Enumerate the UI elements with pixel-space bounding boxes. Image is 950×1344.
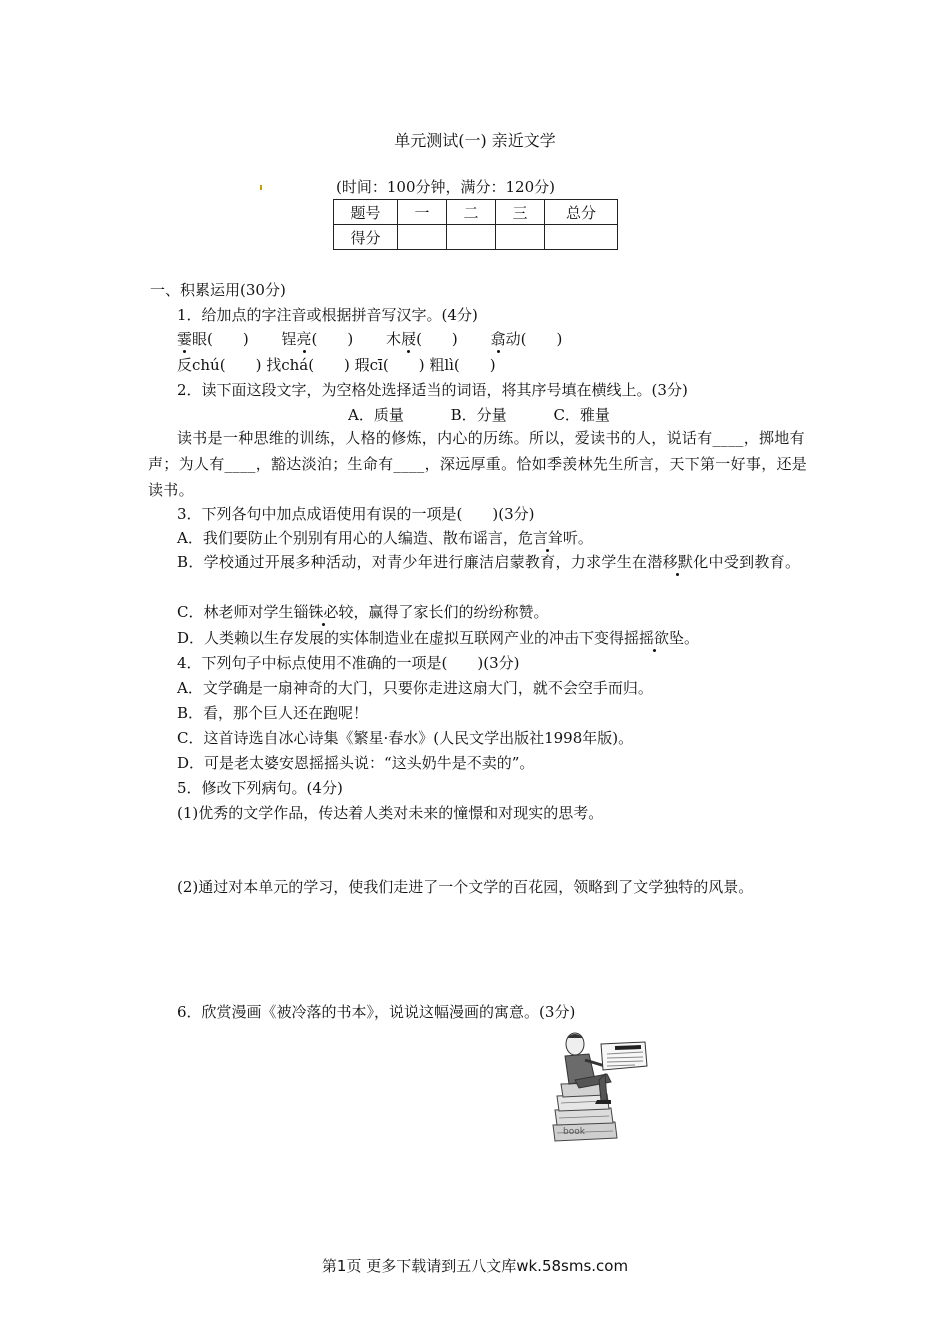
score-header-cell: 总分	[545, 200, 618, 225]
question-1-row1	[177, 328, 562, 349]
question-3-option-b: B．学校通过开展多种活动，对青少年进行廉洁启蒙教育，力求学生在潜移默化中受到教育。	[177, 553, 801, 571]
score-header-cell: 一	[398, 200, 447, 225]
page-footer: 第1页 更多下载请到五八文库wk.58sms.com	[321, 1257, 629, 1275]
question-3-option-d: D．人类赖以生存发展的实体制造业在虚拟互联网产业的冲击下变得摇摇欲坠。	[177, 629, 700, 647]
option-c: C．雅量	[553, 406, 610, 424]
score-cell	[447, 225, 496, 250]
question-5-sentence-2: (2)通过对本单元的学习，使我们走进了一个文学的百花园，领略到了文学独特的风景。	[177, 878, 754, 896]
question-3-option-c: C．林老师对学生锱铢必较，赢得了家长们的纷纷称赞。	[177, 603, 549, 621]
question-1-stem: 1．给加点的字注音或根据拼音写汉字。(4分)	[177, 306, 478, 324]
score-table-score-row	[334, 225, 618, 250]
word-item: 霎眼( )	[177, 330, 249, 348]
score-header-cell: 三	[496, 200, 545, 225]
question-4-option-a: A．文学确是一扇神奇的大门，只要你走进这扇大门，就不会空手而归。	[177, 679, 653, 697]
score-row-label: 得分	[334, 225, 398, 250]
page-title: 单元测试(一) 亲近文学	[394, 131, 556, 150]
word-item: 木屐( )	[386, 330, 458, 348]
question-2-stem: 2．读下面这段文字，为空格处选择适当的词语，将其序号填在横线上。(3分)	[177, 381, 688, 399]
section-heading: 一、积累运用(30分)	[150, 281, 286, 299]
score-cell	[545, 225, 618, 250]
score-cell	[398, 225, 447, 250]
score-header-cell: 二	[447, 200, 496, 225]
word-item: 锃亮( )	[281, 330, 354, 348]
cartoon-image	[545, 1030, 655, 1142]
stray-mark	[260, 185, 262, 190]
question-2-options	[348, 404, 610, 425]
question-2-passage: 读书是一种思维的训练，人格的修炼，内心的历练。所以，爱读书的人，说话有____，掷地有声；为人有____，豁达淡泊；生命有____，深远厚重。恰如季羡林先生所言，天下第一好事，还是读书。	[148, 429, 808, 499]
option-a: A．质量	[348, 406, 404, 424]
word-item: 翕动( )	[490, 330, 563, 348]
question-4-option-c: C．这首诗选自冰心诗集《繁星·春水》(人民文学出版社1998年版)。	[177, 729, 634, 747]
question-1-row2: 反chú( ) 找chá( ) 瑕cī( ) 粗lì( )	[177, 356, 496, 374]
question-3-stem: 3．下列各句中加点成语使用有误的一项是( )(3分)	[177, 505, 535, 523]
newspaper-icon	[601, 1042, 647, 1070]
exam-time-info: (时间：100分钟，满分：120分)	[336, 178, 555, 196]
question-3-option-a: A．我们要防止个别别有用心的人编造、散布谣言，危言耸听。	[177, 529, 593, 547]
question-5-sentence-1: (1)优秀的文学作品，传达着人类对未来的憧憬和对现实的思考。	[177, 804, 604, 822]
cartoon-book-label: book	[563, 1127, 585, 1137]
score-table-header-row	[334, 200, 618, 225]
question-4-option-b: B．看，那个巨人还在跑呢！	[177, 704, 369, 722]
score-cell	[496, 225, 545, 250]
question-5-stem: 5．修改下列病句。(4分)	[177, 779, 343, 797]
question-4-stem: 4．下列句子中标点使用不准确的一项是( )(3分)	[177, 654, 520, 672]
question-6-stem: 6．欣赏漫画《被冷落的书本》，说说这幅漫画的寓意。(3分)	[177, 1003, 576, 1021]
question-4-option-d: D．可是老太婆安恩摇摇头说：“这头奶牛是不卖的”。	[177, 754, 535, 772]
score-header-cell: 题号	[334, 200, 398, 225]
score-table	[333, 199, 618, 250]
option-b: B．分量	[450, 406, 507, 424]
